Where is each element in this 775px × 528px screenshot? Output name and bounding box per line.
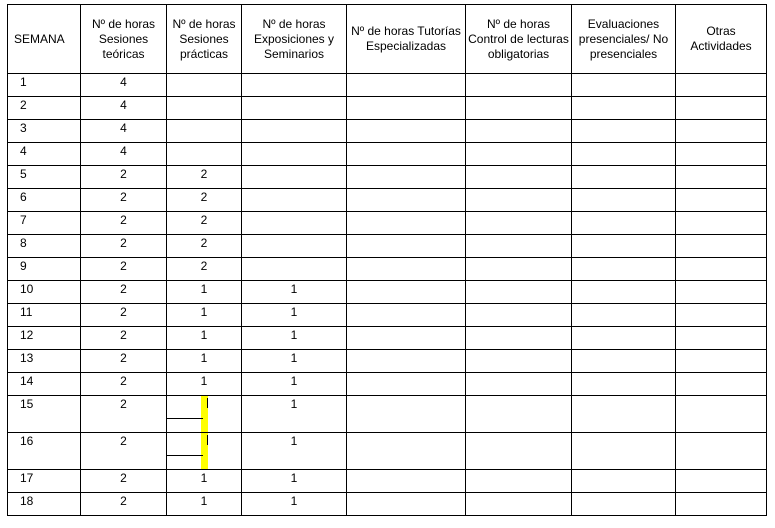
semana-cell-value: 8	[20, 236, 27, 250]
tutorias-cell	[347, 470, 466, 493]
semana-cell-value: 12	[20, 328, 34, 342]
table-row	[8, 212, 767, 235]
teoricas-cell-value: 2	[120, 328, 127, 342]
tutorias-cell	[347, 281, 466, 304]
evaluaciones-cell	[572, 258, 676, 281]
control-lecturas-cell	[466, 97, 572, 120]
table-row	[8, 327, 767, 350]
semana-cell	[8, 373, 81, 396]
exposiciones-cell-value: 1	[290, 397, 298, 411]
practicas-cell	[167, 304, 242, 327]
teoricas-cell-value: 2	[120, 397, 127, 411]
semana-cell	[8, 212, 81, 235]
exposiciones-cell	[242, 327, 347, 350]
exposiciones-cell	[242, 396, 347, 433]
control-lecturas-cell	[466, 189, 572, 212]
otras-actividades-cell	[676, 97, 767, 120]
exposiciones-cell-value: 1	[290, 351, 298, 365]
otras-actividades-cell	[676, 166, 767, 189]
teoricas-cell-value: 2	[120, 471, 127, 485]
exposiciones-cell	[242, 373, 347, 396]
table-row	[8, 143, 767, 166]
semana-cell	[8, 350, 81, 373]
practicas-cell	[167, 258, 242, 281]
evaluaciones-cell	[572, 143, 676, 166]
tutorias-cell	[347, 350, 466, 373]
practicas-cell	[167, 120, 242, 143]
control-lecturas-cell	[466, 396, 572, 433]
tick-mark	[207, 435, 208, 445]
semana-cell	[8, 396, 81, 433]
semana-cell-value: 16	[20, 434, 34, 448]
otras-actividades-cell	[676, 304, 767, 327]
semana-cell-value: 9	[20, 259, 27, 273]
teoricas-cell-value: 4	[120, 121, 127, 135]
teoricas-cell-value: 2	[120, 282, 127, 296]
teoricas-cell	[81, 433, 167, 470]
exposiciones-cell	[242, 74, 347, 97]
otras-actividades-cell	[676, 470, 767, 493]
schedule-table-wrapper	[7, 4, 767, 516]
teoricas-cell	[81, 120, 167, 143]
exposiciones-cell	[242, 350, 347, 373]
exposiciones-cell	[242, 470, 347, 493]
control-lecturas-cell	[466, 493, 572, 516]
semana-cell-value: 11	[20, 305, 33, 319]
control-lecturas-cell	[466, 433, 572, 470]
evaluaciones-cell	[572, 470, 676, 493]
otras-actividades-cell	[676, 396, 767, 433]
otras-actividades-cell	[676, 350, 767, 373]
practicas-cell	[167, 166, 242, 189]
practicas-cell	[167, 350, 242, 373]
semana-cell-value: 5	[20, 167, 27, 181]
practicas-cell-value: 1	[200, 494, 208, 508]
teoricas-cell	[81, 304, 167, 327]
practicas-cell-value: 1	[200, 305, 208, 319]
semana-cell	[8, 74, 81, 97]
exposiciones-cell-value: 1	[290, 282, 298, 296]
exposiciones-cell-value: 1	[290, 328, 298, 342]
practicas-cell	[167, 189, 242, 212]
exposiciones-cell-value: 1	[290, 305, 298, 319]
otras-actividades-cell	[676, 327, 767, 350]
exposiciones-cell	[242, 212, 347, 235]
semana-cell-value: 6	[20, 190, 27, 204]
semana-cell	[8, 189, 81, 212]
exposiciones-cell	[242, 97, 347, 120]
semana-cell-value: 10	[20, 282, 34, 296]
semana-cell-value: 14	[20, 374, 34, 388]
control-lecturas-cell	[466, 258, 572, 281]
evaluaciones-cell	[572, 373, 676, 396]
tutorias-cell	[347, 143, 466, 166]
evaluaciones-cell	[572, 166, 676, 189]
otras-actividades-cell	[676, 74, 767, 97]
control-lecturas-cell	[466, 470, 572, 493]
otras-actividades-cell	[676, 373, 767, 396]
evaluaciones-cell	[572, 350, 676, 373]
semana-cell-value: 7	[20, 213, 27, 227]
teoricas-cell-value: 2	[120, 494, 127, 508]
teoricas-cell	[81, 396, 167, 433]
semana-cell-value: 13	[20, 351, 34, 365]
semana-cell	[8, 97, 81, 120]
table-row	[8, 281, 767, 304]
exposiciones-cell	[242, 166, 347, 189]
otras-actividades-cell	[676, 212, 767, 235]
otras-actividades-cell	[676, 281, 767, 304]
tutorias-cell	[347, 493, 466, 516]
control-lecturas-cell	[466, 350, 572, 373]
tutorias-cell	[347, 97, 466, 120]
tutorias-cell	[347, 396, 466, 433]
semana-cell-value: 4	[20, 144, 27, 158]
header-tutorias: Nº de horas Tutorías Especializadas	[347, 5, 466, 74]
semana-cell	[8, 235, 81, 258]
semana-cell-value: 15	[20, 397, 34, 411]
tutorias-cell	[347, 212, 466, 235]
teoricas-cell-value: 4	[120, 75, 127, 89]
semana-cell	[8, 281, 81, 304]
header-otras-actividades: Otras Actividades	[676, 5, 767, 74]
evaluaciones-cell	[572, 327, 676, 350]
exposiciones-cell	[242, 120, 347, 143]
table-row	[8, 396, 767, 433]
teoricas-cell	[81, 143, 167, 166]
teoricas-cell	[81, 189, 167, 212]
teoricas-cell	[81, 97, 167, 120]
practicas-cell	[167, 433, 242, 470]
exposiciones-cell	[242, 281, 347, 304]
practicas-cell	[167, 97, 242, 120]
header-evaluaciones: Evaluaciones presenciales/ No presenciales	[572, 5, 676, 74]
teoricas-cell-value: 2	[120, 351, 127, 365]
tutorias-cell	[347, 433, 466, 470]
evaluaciones-cell	[572, 120, 676, 143]
evaluaciones-cell	[572, 493, 676, 516]
otras-actividades-cell	[676, 235, 767, 258]
evaluaciones-cell	[572, 281, 676, 304]
teoricas-cell-value: 4	[120, 144, 127, 158]
teoricas-cell-value: 2	[120, 305, 127, 319]
header-control-lecturas: Nº de horas Control de lecturas obligatorias	[466, 5, 572, 74]
teoricas-cell-value: 2	[120, 213, 127, 227]
evaluaciones-cell	[572, 97, 676, 120]
table-row	[8, 258, 767, 281]
control-lecturas-cell	[466, 304, 572, 327]
teoricas-cell	[81, 166, 167, 189]
table-row	[8, 235, 767, 258]
practicas-cell	[167, 373, 242, 396]
otras-actividades-cell	[676, 433, 767, 470]
table-row	[8, 350, 767, 373]
teoricas-cell	[81, 281, 167, 304]
exposiciones-cell-value: 1	[290, 494, 298, 508]
semana-cell	[8, 433, 81, 470]
tutorias-cell	[347, 120, 466, 143]
schedule-table	[7, 4, 767, 516]
semana-cell	[8, 120, 81, 143]
exposiciones-cell	[242, 433, 347, 470]
schedule-body	[8, 74, 767, 516]
tutorias-cell	[347, 74, 466, 97]
teoricas-cell	[81, 74, 167, 97]
header-row	[8, 5, 767, 74]
practicas-cell	[167, 396, 242, 433]
table-row	[8, 433, 767, 470]
teoricas-cell-value: 4	[120, 98, 127, 112]
practicas-cell-value: 2	[200, 213, 208, 227]
evaluaciones-cell	[572, 74, 676, 97]
teoricas-cell-value: 2	[120, 190, 127, 204]
practicas-cell-value: 2	[200, 259, 208, 273]
practicas-cell-value: 2	[200, 236, 208, 250]
exposiciones-cell	[242, 189, 347, 212]
semana-cell-value: 3	[20, 121, 27, 135]
control-lecturas-cell	[466, 120, 572, 143]
evaluaciones-cell	[572, 235, 676, 258]
practicas-cell-value: 1	[200, 351, 208, 365]
practicas-cell	[167, 470, 242, 493]
semana-cell	[8, 143, 81, 166]
semana-cell	[8, 304, 81, 327]
tutorias-cell	[347, 304, 466, 327]
table-row	[8, 470, 767, 493]
exposiciones-cell-value: 1	[290, 471, 298, 485]
practicas-cell	[167, 74, 242, 97]
teoricas-cell-value: 2	[120, 434, 127, 448]
table-row	[8, 120, 767, 143]
practicas-cell-value: 1	[200, 471, 208, 485]
control-lecturas-cell	[466, 143, 572, 166]
otras-actividades-cell	[676, 258, 767, 281]
semana-cell-value: 18	[20, 494, 34, 508]
semana-cell-value: 17	[20, 471, 34, 485]
table-row	[8, 373, 767, 396]
practicas-cell	[167, 212, 242, 235]
table-row	[8, 189, 767, 212]
teoricas-cell	[81, 258, 167, 281]
table-row	[8, 166, 767, 189]
header-sesiones-practicas: Nº de horas Sesiones prácticas	[167, 5, 242, 74]
table-row	[8, 74, 767, 97]
exposiciones-cell-value: 1	[290, 374, 298, 388]
tick-mark	[207, 398, 208, 408]
teoricas-cell	[81, 212, 167, 235]
teoricas-cell-value: 2	[120, 259, 127, 273]
exposiciones-cell	[242, 235, 347, 258]
table-row	[8, 493, 767, 516]
table-row	[8, 97, 767, 120]
practicas-cell	[167, 493, 242, 516]
semana-cell	[8, 470, 81, 493]
exposiciones-cell-value: 1	[290, 434, 298, 448]
control-lecturas-cell	[466, 74, 572, 97]
tutorias-cell	[347, 189, 466, 212]
evaluaciones-cell	[572, 433, 676, 470]
control-lecturas-cell	[466, 281, 572, 304]
teoricas-cell	[81, 235, 167, 258]
practicas-cell	[167, 281, 242, 304]
control-lecturas-cell	[466, 166, 572, 189]
practicas-cell-value: 2	[200, 190, 208, 204]
teoricas-cell-value: 2	[120, 374, 127, 388]
otras-actividades-cell	[676, 143, 767, 166]
teoricas-cell-value: 2	[120, 167, 127, 181]
exposiciones-cell	[242, 258, 347, 281]
tutorias-cell	[347, 166, 466, 189]
control-lecturas-cell	[466, 235, 572, 258]
header-semana: SEMANA	[8, 5, 81, 74]
tutorias-cell	[347, 327, 466, 350]
exposiciones-cell	[242, 304, 347, 327]
semana-cell	[8, 166, 81, 189]
teoricas-cell	[81, 493, 167, 516]
teoricas-cell-value: 2	[120, 236, 127, 250]
teoricas-cell	[81, 470, 167, 493]
otras-actividades-cell	[676, 189, 767, 212]
semana-cell-value: 2	[20, 98, 27, 112]
practicas-cell-value: 2	[200, 167, 208, 181]
practicas-cell-value: 1	[200, 374, 208, 388]
tutorias-cell	[347, 373, 466, 396]
practicas-cell	[167, 235, 242, 258]
teoricas-cell	[81, 327, 167, 350]
control-lecturas-cell	[466, 373, 572, 396]
exposiciones-cell	[242, 493, 347, 516]
exposiciones-cell	[242, 143, 347, 166]
table-row	[8, 304, 767, 327]
header-sesiones-teoricas: Nº de horas Sesiones teóricas	[81, 5, 167, 74]
teoricas-cell	[81, 350, 167, 373]
tutorias-cell	[347, 258, 466, 281]
header-exposiciones-seminarios: Nº de horas Exposiciones y Seminarios	[242, 5, 347, 74]
practicas-cell	[167, 327, 242, 350]
semana-cell	[8, 327, 81, 350]
control-lecturas-cell	[466, 212, 572, 235]
otras-actividades-cell	[676, 120, 767, 143]
semana-cell	[8, 493, 81, 516]
evaluaciones-cell	[572, 304, 676, 327]
semana-cell-value: 1	[20, 75, 27, 89]
semana-cell	[8, 258, 81, 281]
tutorias-cell	[347, 235, 466, 258]
underline-mark	[167, 418, 203, 419]
otras-actividades-cell	[676, 493, 767, 516]
practicas-cell-value: 1	[200, 328, 208, 342]
teoricas-cell	[81, 373, 167, 396]
underline-mark	[167, 455, 203, 456]
control-lecturas-cell	[466, 327, 572, 350]
evaluaciones-cell	[572, 212, 676, 235]
practicas-cell	[167, 143, 242, 166]
practicas-cell-value: 1	[200, 282, 208, 296]
evaluaciones-cell	[572, 396, 676, 433]
evaluaciones-cell	[572, 189, 676, 212]
